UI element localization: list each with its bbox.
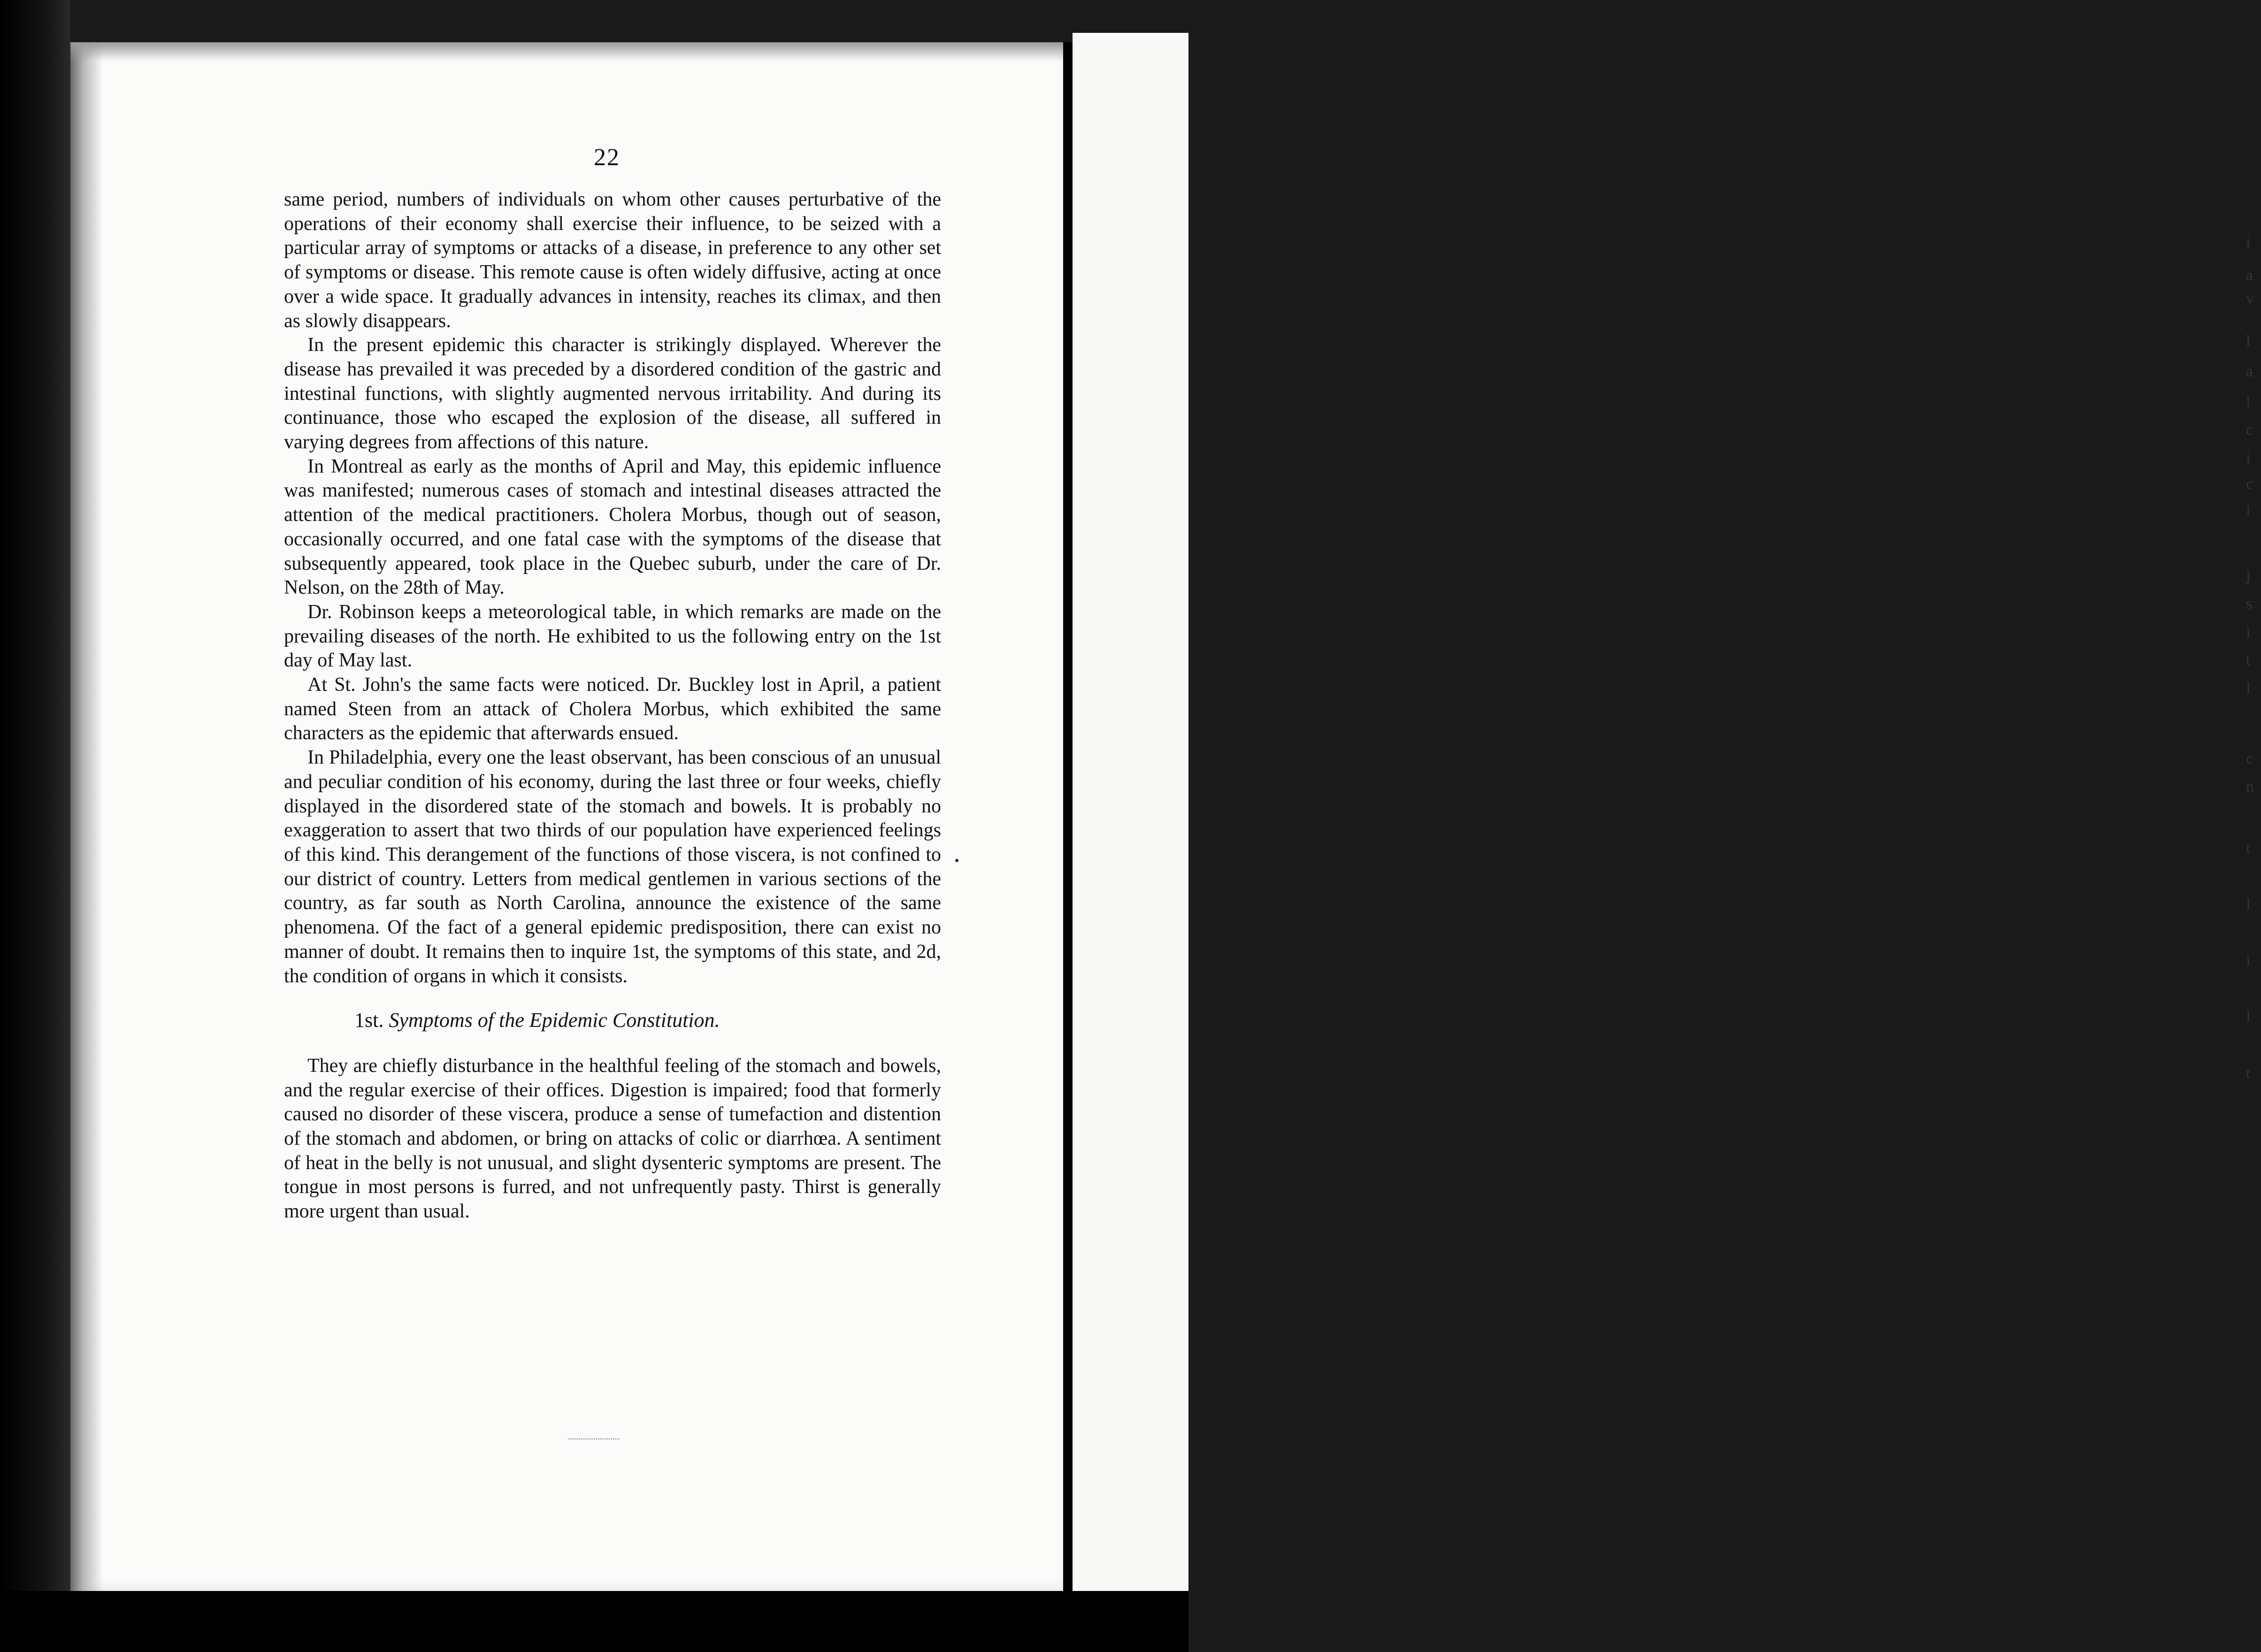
facing-page [1073, 33, 2254, 1610]
facing-letter: t [2246, 1064, 2251, 1082]
page-number: 22 [594, 144, 620, 171]
paragraph: Dr. Robinson keeps a meteorological table, in which remarks are made on the prevailing diseases of the north. He exhibited to us the following entry on the 1st day of May last. [284, 601, 941, 672]
facing-letter: l [2246, 680, 2251, 697]
facing-letter: j [2246, 567, 2251, 584]
facing-letter: i [2246, 952, 2251, 969]
facing-letter: l [2246, 895, 2251, 913]
facing-letter: a [2246, 363, 2253, 380]
facing-letter: c [2246, 750, 2253, 767]
paragraph: same period, numbers of individuals on whom other causes perturbative of the operations of their economy shall exercise their influence, to be seized with a particular array of symptoms or attacks of a disease, in preference to any other set of symptoms or disease. This remote cause is often widely diffusive, acting at once over a wide space. It gradually advances in intensity, reaches its climax, and then as slowly disappears. [284, 189, 941, 332]
facing-letter: n [2246, 778, 2254, 795]
facing-letter: i [2246, 234, 2251, 251]
section-number: 1st. [354, 1009, 384, 1032]
paragraph: In Philadelphia, every one the least observant, has been conscious of an unusual and peculiar condition of his economy, during the last three or four weeks, chiefly displayed in the disordered state of the stomach and bowels. It is probably no exaggeration to assert that two thirds of our population have experienced feelings of this kind. This derangement of the functions of those viscera, is not confined to our district of country. Letters from medical gentlemen in various sections of the country, as far south as North Carolina, announce the existence of the same phenomena. Of the fact of a general epidemic predisposition, there can exist no manner of doubt. It remains then to inquire 1st, the symptoms of this state, and 2d, the condition of organs in which it consists. [284, 747, 941, 987]
ink-speck [955, 859, 958, 862]
paragraph: They are chiefly disturbance in the healthful feeling of the stomach and bowels, and the regular exercise of their offices. Digestion is impaired; food that formerly caused no disorder of these viscera, produce a sense of tumefaction and distention of the stomach and abdomen, or bring on attacks of colic or diarrhœa. A sentiment of heat in the belly is not unusual, and slight dysenteric symptoms are present. The tongue in most persons is furred, and not unfrequently pasty. Thirst is generally more urgent than usual. [284, 1055, 941, 1223]
facing-letter: i [2246, 623, 2251, 641]
page-edge-shadow [70, 42, 103, 1591]
facing-page-margin-text [2246, 33, 2261, 1610]
paragraph: At St. John's the same facts were noticed. Dr. Buckley lost in April, a patient named Steen from an attack of Cholera Morbus, which exhibited the same characters as the epidemic that afterwards ensued. [284, 674, 941, 744]
page-top-shadow [70, 42, 1068, 61]
section-title: Symptoms of the Epidemic Constitution. [389, 1009, 720, 1032]
facing-letter: i [2246, 501, 2251, 519]
facing-letter: c [2246, 475, 2253, 493]
facing-letter: c [2246, 421, 2253, 439]
ink-smudge [568, 1438, 620, 1444]
facing-letter: t [2246, 839, 2251, 857]
scan-bottom-border [0, 1591, 1188, 1652]
facing-letter: t [2246, 651, 2251, 669]
facing-letter: l [2246, 393, 2251, 411]
facing-letter: i [2246, 450, 2251, 467]
section-heading [284, 1008, 941, 1032]
facing-letter: a [2246, 267, 2253, 284]
facing-letter: v [2246, 290, 2254, 307]
scan-left-border [0, 0, 70, 1652]
paragraph: In the present epidemic this character is strikingly displayed. Wherever the disease has prevailed it was preceded by a disordered condition of the gastric and intestinal functions, with slightly augmented nervous irritability. And during its continuance, those who escaped the explosion of the disease, all suffered in varying degrees from affections of this nature. [284, 334, 941, 453]
body-text [284, 188, 941, 1224]
facing-letter: s [2246, 595, 2253, 612]
facing-letter: l [2246, 332, 2251, 350]
paragraph: In Montreal as early as the months of April and May, this epidemic influence was manifested; numerous cases of stomach and intestinal diseases attracted the attention of the medical practitioners. Cholera Morbus, though out of season, occasionally occurred, and one fatal case with the symptoms of the disease that subsequently appeared, took place in the Quebec suburb, under the care of Dr. Nelson, on the 28th of May. [284, 455, 941, 599]
book-gutter [1063, 42, 1073, 1605]
facing-letter: l [2246, 1008, 2251, 1025]
